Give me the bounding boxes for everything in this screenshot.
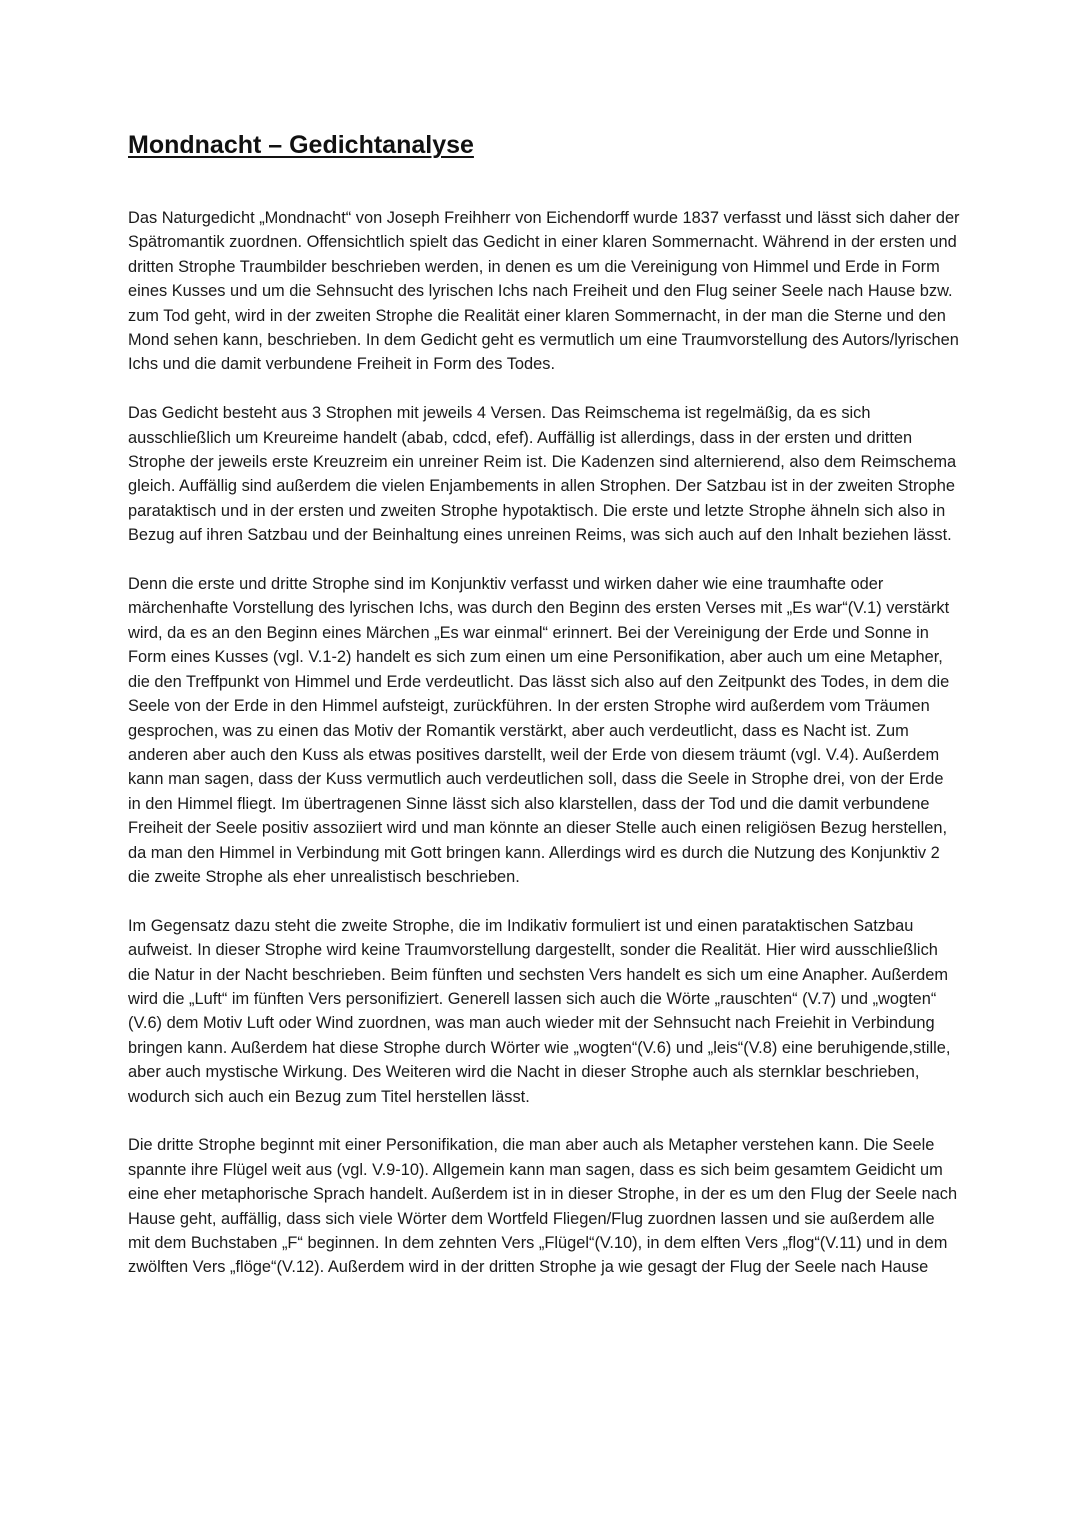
paragraph-introduction: Das Naturgedicht „Mondnacht“ von Joseph Freihherr von Eichendorff wurde 1837 verfasst und lässt sich daher der Spätromantik zuordnen. Offensichtlich spielt das Gedicht in einer klaren Sommernacht. Während in der ersten und dritten Strophe Traumbilder beschrieben werden, in denen es um die Vereinigung von Himmel und Erde in Form eines Kusses und um die Sehnsucht des lyrischen Ichs nach Freiheit und den Flug seiner Seele nach Hause bzw. zum Tod geht, wird in der zweiten Strophe die Realität einer klaren Sommernacht, in der man die Sterne und den Mond sehen kann, beschrieben. In dem Gedicht geht es vermutlich um eine Traumvorstellung des Autors/lyrischen Ichs und die damit verbundene Freiheit in Form des Todes. xyxy=(128,209,960,374)
paragraph-second-stanza: Im Gegensatz dazu steht die zweite Strophe, die im Indikativ formuliert ist und einen parataktischen Satzbau aufweist. In dieser Strophe wird keine Traumvorstellung dargestellt, sonder die Realität. Hier wird ausschließlich die Natur in der Nacht beschrieben. Beim fünften und sechsten Vers handelt es sich um eine Anapher. Außerdem wird die „Luft“ im fünften Vers personifiziert. Generell lassen sich auch die Wörte „rauschten“ (V.7) und „wogten“ (V.6) dem Motiv Luft oder Wind zuordnen, was man auch wieder mit der Sehnsucht nach Freiehit in Verbindung bringen kann. Außerdem hat diese Strophe durch Wörter wie „wogten“(V.6) und „leis“(V.8) eine beruhigende,stille, aber auch mystische Wirkung. Des Weiteren wird die Nacht in dieser Strophe auch als sternklar beschrieben, wodurch sich auch ein Bezug zum Titel herstellen lässt. xyxy=(128,916,951,1106)
paragraph-third-stanza: Die dritte Strophe beginnt mit einer Personifikation, die man aber auch als Metapher verstehen kann. Die Seele spannte ihre Flügel weit aus (vgl. V.9-10). Allgemein kann man sagen, dass es sich beim gesamtem Geidicht um eine eher metaphorische Sprach handelt. Außerdem ist in in dieser Strophe, in der es um den Flug der Seele nach Hause geht, auffällig, dass sich viele Wörter dem Wortfeld Fliegen/Flug zuordnen lassen und sie außerdem alle mit dem Buchstaben „F“ beginnen. In dem zehnten Vers „Flügel“(V.10), in dem elften Vers „flog“(V.11) und in dem zwölften Vers „flöge“(V.12). Außerdem wird in der dritten Strophe ja wie gesagt der Flug der Seele nach Hause xyxy=(128,1136,958,1277)
document-page xyxy=(128,128,960,1304)
page-title: Mondnacht – Gedichtanalyse xyxy=(128,131,474,159)
paragraph-form-analysis: Das Gedicht besteht aus 3 Strophen mit jeweils 4 Versen. Das Reimschema ist regelmäßig, da es sich ausschließlich um Kreureime handelt (abab, cdcd, efef). Auffällig ist allerdings, dass in der ersten und dritten Strophe der jeweils erste Kreuzreim ein unreiner Reim ist. Die Kadenzen sind alternierend, also dem Reimschema gleich. Auffällig sind außerdem die vielen Enjambements in allen Strophen. Der Satzbau ist in der zweiten Strophe parataktisch und in der ersten und zweiten Strophe hypotaktisch. Die erste und letzte Strophe ähneln sich also in Bezug auf ihren Satzbau und der Beinhaltung eines unreinen Reims, was sich auch auf den Inhalt beziehen lässt. xyxy=(128,404,957,545)
paragraph-first-third-stanza: Denn die erste und dritte Strophe sind im Konjunktiv verfasst und wirken daher wie eine traumhafte oder märchenhafte Vorstellung des lyrischen Ichs, was durch den Beginn des ersten Verses mit „Es war“(V.1) verstärkt wird, da es an den Beginn eines Märchen „Es war einmal“ erinnert. Bei der Vereinigung der Erde und Sonne in Form eines Kusses (vgl. V.1-2) handelt es sich zum einen um eine Personifikation, aber auch um eine Metapher, die den Treffpunkt von Himmel und Erde verdeutlicht. Das lässt sich also auf den Zeitpunkt des Todes, in dem die Seele von der Erde in den Himmel aufsteigt, zurückführen. In der ersten Strophe wird außerdem vom Träumen gesprochen, was zu einen das Motiv der Romantik verstärkt, aber auch verdeutlicht, dass es Nacht ist. Zum anderen aber auch den Kuss als etwas positives darstellt, weil der Erde von diesem träumt (vgl. V.4). Außerdem kann man sagen, dass der Kuss vermutlich auch verdeutlichen soll, dass die Seele in Strophe drei, von der Erde in den Himmel fliegt. Im übertragenen Sinne lässt sich also klarstellen, dass der Tod und die damit verbundene Freiheit der Seele positiv assoziiert wird und man könnte an dieser Stelle auch einen religiösen Bezug herstellen, da man den Himmel in Verbindung mit Gott bringen kann. Allerdings wird es durch die Nutzung des Konjunktiv 2 die zweite Strophe als eher unrealistisch beschrieben. xyxy=(128,575,950,886)
